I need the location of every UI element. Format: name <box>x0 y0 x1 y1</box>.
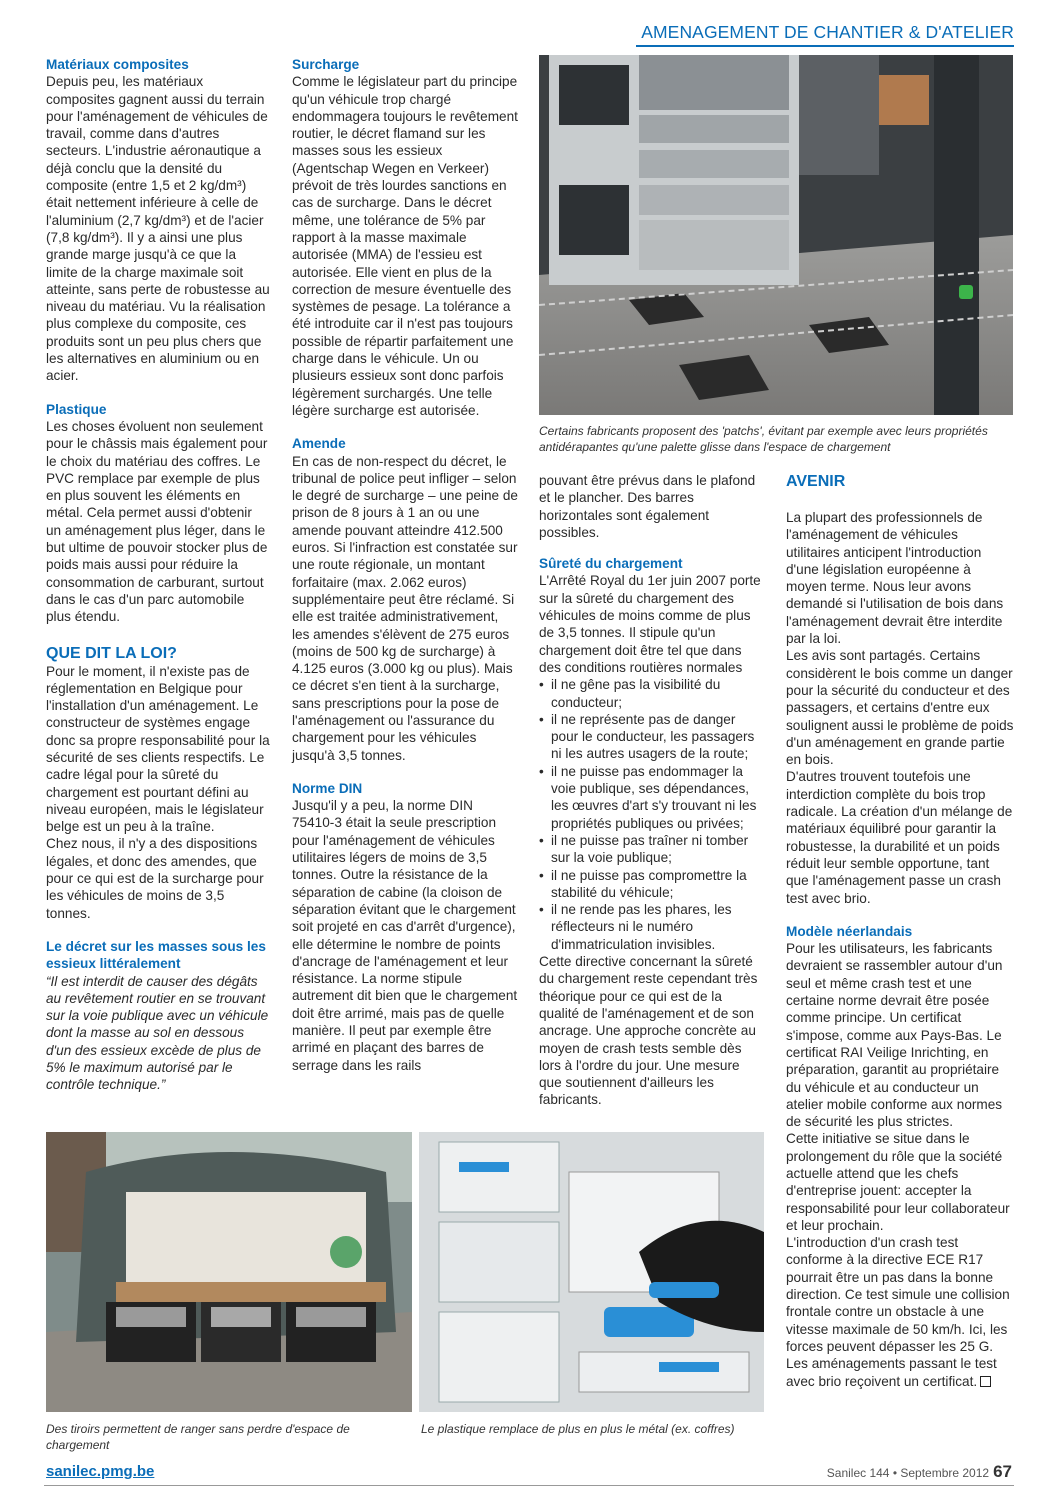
end-mark-icon <box>980 1376 991 1387</box>
paragraph-continuation: pouvant être prévus dans le plafond et le plancher. Des barres horizontales sont également possibles. <box>539 473 756 540</box>
paragraph-avenir-1: La plupart des professionnels de l'aménagement de véhicules utilitaires anticipent l'introduction d'une législation européenne à moyen terme. Nous leur avons demandé si l'utilisation de bois dans l'aménagement devrait être interdite par la loi. <box>786 510 1004 647</box>
paragraph-surete-2: Cette directive concernant la sûreté du chargement reste cependant très théorique pour ce qui est de la qualité de l'aménagement et de son ancrage. Une approche concrète au moyen de crash tests semble dès lors à l'ordre du jour. Une mesure que soutiennent d'ailleurs les fabricants. <box>539 954 758 1108</box>
subheading-surete: Sûreté du chargement <box>539 556 683 572</box>
list-item: • il ne gêne pas la visibilité du conducteur; <box>539 676 765 711</box>
subheading-norme-din: Norme DIN <box>292 780 363 796</box>
paragraph-composites: Depuis peu, les matériaux composites gagnent aussi du terrain pour l'aménagement de véhicules de travail, comme dans d'autres secteurs. L'industrie aéronautique a déjà conclu que la densité du composite (entre 1,5 et 2 kg/dm³) était nettement inférieure à celle de l'aluminium (2,7 kg/dm³) et de l'acier (7,8 kg/dm³). Il y a ainsi une plus grande marge jusqu'à ce que la limite de la charge maximale soit atteinte, sans perte de robustesse au niveau du matériau. Vu la réalisation plus complexe du composite, ces produits sont un peu plus chers que les alternatives en aluminium ou en acier. <box>46 74 270 384</box>
subheading-modele: Modèle néerlandais <box>786 923 913 939</box>
bullet-list <box>539 676 765 953</box>
list-item: • il ne puisse pas traîner ni tomber sur la voie publique; <box>539 832 765 867</box>
section-title-avenir: AVENIR <box>786 473 846 490</box>
paragraph-surcharge: Comme le législateur part du principe qu'un véhicule trop chargé endommagera toujours le revêtement routier, le décret flamand sur les masses sous les essieux (Agentschap Wegen en Verkeer) prévoit de très lourdes sanctions en cas de surcharge. Dans le décret même, une tolérance de 5% par rapport à la masse maximale autorisée (MMA) de l'essieu est autorisée. Elle vient en plus de la correction de mesure éventuelle des systèmes de pesage. La tolérance a été introduite car il n'est pas toujours possible de répartir parfaitement une charge dans le véhicule. Un ou plusieurs essieux sont donc parfois légèrement surchargés. Une telle légère surcharge est autorisée. <box>292 74 518 418</box>
caption-top-photo: Certains fabricants proposent des 'patchs', évitant par exemple avec leurs propriétés antidérapantes qu'une palette glisse dans l'espace de chargement <box>539 424 988 454</box>
section-title-loi: QUE DIT LA LOI? <box>46 644 177 662</box>
subheading-composites: Matériaux composites <box>46 57 189 72</box>
list-item: • il ne puisse pas compromettre la stabilité du véhicule; <box>539 867 765 902</box>
photo-plastic-cases <box>419 1132 764 1412</box>
caption-bottom-left: Des tiroirs permettent de ranger sans perdre d'espace de chargement <box>46 1422 350 1452</box>
photo-van-interior <box>539 55 1013 415</box>
subheading-decret: Le décret sur les masses sous les essieux littéralement <box>46 938 266 972</box>
caption-bottom-right: Le plastique remplace de plus en plus le métal (ex. coffres) <box>421 1422 735 1436</box>
paragraph-avenir-3: D'autres trouvent toutefois une interdiction complète du bois trop radicale. La création d'un mélange de matériaux équilibré pour garantir la robustesse, la durabilité et un poids réduit leur semble opportune, tant que l'aménagement passe un crash test avec brio. <box>786 769 1013 906</box>
footer-issue <box>827 1462 1012 1482</box>
header-rule <box>636 45 1014 47</box>
list-item: • il ne rende pas les phares, les réflecteurs ni le numéro d'immatriculation invisibles. <box>539 901 765 953</box>
paragraph-modele-3-text: L'introduction d'un crash test conforme à la directive ECE R17 pourrait être un pas dans la bonne direction. Ce test simule une collision frontale contre un obstacle à une vitesse maximale de 50 km/h. Ici, les forces peuvent dépasser les 25 G. Les aménagements passant le test avec brio reçoivent un certificat. <box>786 1235 1010 1389</box>
column-1 <box>46 56 270 1094</box>
subheading-amende: Amende <box>292 436 346 452</box>
paragraph-modele-1: Pour les utilisateurs, les fabricants devraient se rassembler autour d'un seul et même crash test et une certaine norme devrait être posée comme principe. Un certificat s'impose, comme aux Pays-Bas. Le certificat RAI Veilige Inrichting, en préparation, garantit au propriétaire du véhicule et au conducteur un atelier mobile conforme aux normes de sécurité les plus strictes. <box>786 941 1003 1130</box>
paragraph-amende: En cas de non-respect du décret, le tribunal de police peut infliger – selon le degré de surcharge – une peine de prison de 8 jours à 1 an ou une amende pouvant atteindre 412.500 euros. Si l'infraction est constatée sur une route régionale, un montant forfaitaire (max. 2.062 euros) supplémentaire peut être réclamé. Si elle est traitée administrativement, les amendes s'élèvent de 275 euros (moins de 500 kg de surcharge) à 4.125 euros (3.000 kg ou plus). Mais ce décret s'en tient à la surcharge, sans prescriptions pour la pose de l'aménagement ou l'assurance du chargement pour les véhicules jusqu'à 3,5 tonnes. <box>292 453 518 763</box>
column-3 <box>539 472 765 1109</box>
subheading-plastique: Plastique <box>46 401 107 417</box>
paragraph-loi-1: Pour le moment, il n'existe pas de réglementation en Belgique pour l'installation d'un aménagement. Le constructeur de systèmes engage donc sa propre responsabilité pour la sécurité de ses clients respectifs. Le cadre légal pour la sûreté du chargement est pourtant défini au niveau européen, mais le législateur belge est un peu à la traîne. <box>46 663 270 835</box>
section-header: AMENAGEMENT DE CHANTIER & D'ATELIER <box>641 22 1014 42</box>
photo-van-drawers <box>46 1132 412 1412</box>
paragraph-plastique: Les choses évoluent non seulement pour le châssis mais également pour le choix du matériau des coffres. Le PVC remplace par exemple de plus en plus souvent les éléments en métal. Cela permet aussi d'obtenir un aménagement plus léger, dans le but ultime de pouvoir stocker plus de poids mais aussi pour réduire la consommation de carburant, surtout dans le cas d'un parc automobile plus étendu. <box>46 418 268 625</box>
quote-decret: “Il est interdit de causer des dégâts au revêtement routier en se trouvant sur la voie publique avec un véhicule dont la masse au sol en dessous d'un des essieux excède de plus de 5% le maximum autorisé par le contrôle technique.” <box>46 973 269 1093</box>
page-number: 67 <box>993 1462 1012 1481</box>
paragraph-modele-2: Cette initiative se situe dans le prolongement du rôle que la société actuelle attend que les chefs d'entreprise jouent: accepter la responsabilité pour leur collaborateur et leur prochain. <box>786 1131 1010 1233</box>
subheading-surcharge: Surcharge <box>292 57 360 72</box>
footer-rule <box>44 1485 1014 1486</box>
list-item: • il ne représente pas de danger pour le conducteur, les passagers ni les autres usagers de la route; <box>539 711 765 763</box>
paragraph-surete: L'Arrêté Royal du 1er juin 2007 porte sur la sûreté du chargement des véhicules de moins comme de plus de 3,5 tonnes. Il stipule qu'un chargement doit être tel que dans des conditions routières normales <box>539 573 761 675</box>
footer-site-link[interactable]: sanilec.pmg.be <box>46 1463 155 1480</box>
paragraph-norme-din: Jusqu'il y a peu, la norme DIN 75410-3 était la seule prescription pour l'aménagement de véhicules utilitaires légers de moins de 3,5 tonnes. Outre la résistance de la séparation de cabine (la cloison de séparation évitant que le chargement soit projeté en cas d'arrêt d'urgence), elle détermine le nombre de points d'ancrage de l'aménagement et leur résistance. La norme stipule autrement dit bien que le chargement doit être arrimé, mais pas de quelle manière. Il peut par exemple être arrimé en plaçant des barres de serrage dans les rails <box>292 798 518 1073</box>
column-2 <box>292 56 518 1074</box>
paragraph-modele-3 <box>786 1234 1014 1390</box>
paragraph-loi-2: Chez nous, il n'y a des dispositions légales, et donc des amendes, que pour ce qui est de la surcharge pour les véhicules de moins de 3,5 tonnes. <box>46 836 264 921</box>
list-item: • il ne puisse pas endommager la voie publique, ses dépendances, les œuvres d'art s'y trouvant ni les propriétés publiques ou privées; <box>539 763 765 832</box>
paragraph-avenir-2: Les avis sont partagés. Certains considèrent le bois comme un danger pour la sécurité du conducteur et des passagers, et certains d'entre eux soulignent aussi le problème de poids d'un aménagement en grande partie en bois. <box>786 648 1014 768</box>
column-4 <box>786 472 1014 1390</box>
footer-issue-text: Sanilec 144 • Septembre 2012 <box>826 1466 990 1480</box>
